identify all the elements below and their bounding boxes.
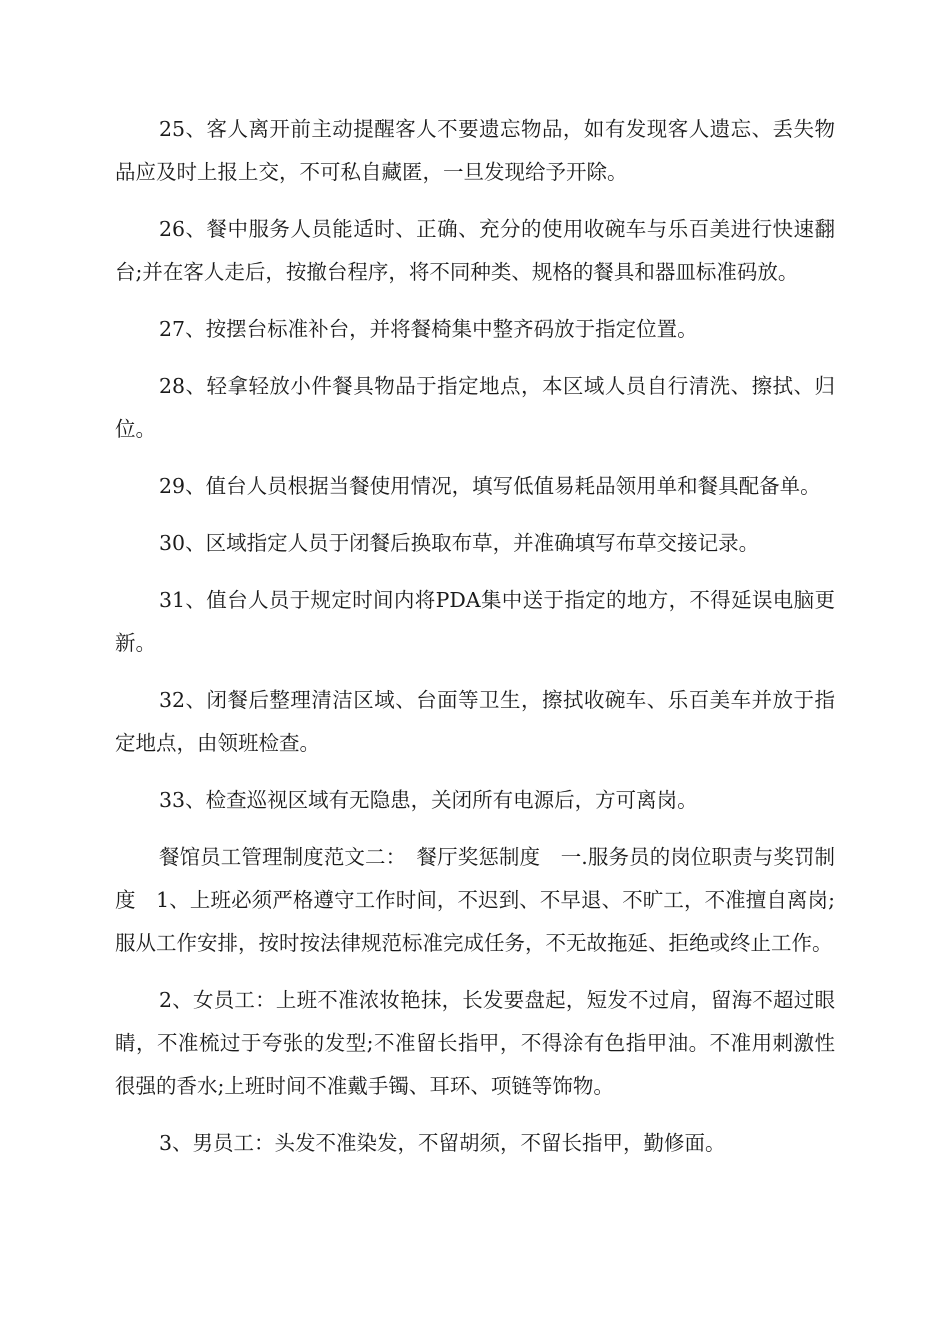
paragraph-28: 28、轻拿轻放小件餐具物品于指定地点，本区域人员自行清洗、擦拭、归位。 <box>115 374 835 441</box>
paragraph-25: 25、客人离开前主动提醒客人不要遗忘物品，如有发现客人遗忘、丢失物品应及时上报上交，不可私自藏匿，一旦发现给予开除。 <box>115 117 835 184</box>
male-staff-rules-paragraph: 3、男员工：头发不准染发，不留胡须，不留长指甲，勤修面。 <box>159 1131 726 1155</box>
paragraph-29: 29、值台人员根据当餐使用情况，填写低值易耗品领用单和餐具配备单。 <box>159 474 821 498</box>
paragraph-33: 33、检查巡视区域有无隐患，关闭所有电源后，方可离岗。 <box>159 788 698 812</box>
paragraph-26: 26、餐中服务人员能适时、正确、充分的使用收碗车与乐百美进行快速翻台;并在客人走后，按撤台程序，将不同种类、规格的餐具和器皿标准码放。 <box>115 217 835 284</box>
section-two-intro-paragraph: 餐馆员工管理制度范文二： 餐厅奖惩制度 一.服务员的岗位职责与奖罚制度 1、上班必须严格遵守工作时间，不迟到、不早退、不旷工，不准擅自离岗;服从工作安排，按时按法律规范标准完成任务，不无故拖延、拒绝或终止工作。 <box>115 845 835 955</box>
female-staff-rules-paragraph: 2、女员工：上班不准浓妆艳抹，长发要盘起，短发不过肩，留海不超过眼睛，不准梳过于夸张的发型;不准留长指甲，不得涂有色指甲油。不准用刺激性很强的香水;上班时间不准戴手镯、耳环、项链等饰物。 <box>115 988 835 1098</box>
paragraph-32: 32、闭餐后整理清洁区域、台面等卫生，擦拭收碗车、乐百美车并放于指定地点，由领班检查。 <box>115 688 835 755</box>
paragraph-31: 31、值台人员于规定时间内将PDA集中送于指定的地方，不得延误电脑更新。 <box>115 588 835 655</box>
paragraph-27: 27、按摆台标准补台，并将餐椅集中整齐码放于指定位置。 <box>159 317 698 341</box>
document-body <box>115 108 835 1179</box>
paragraph-30: 30、区域指定人员于闭餐后换取布草，并准确填写布草交接记录。 <box>159 531 760 555</box>
